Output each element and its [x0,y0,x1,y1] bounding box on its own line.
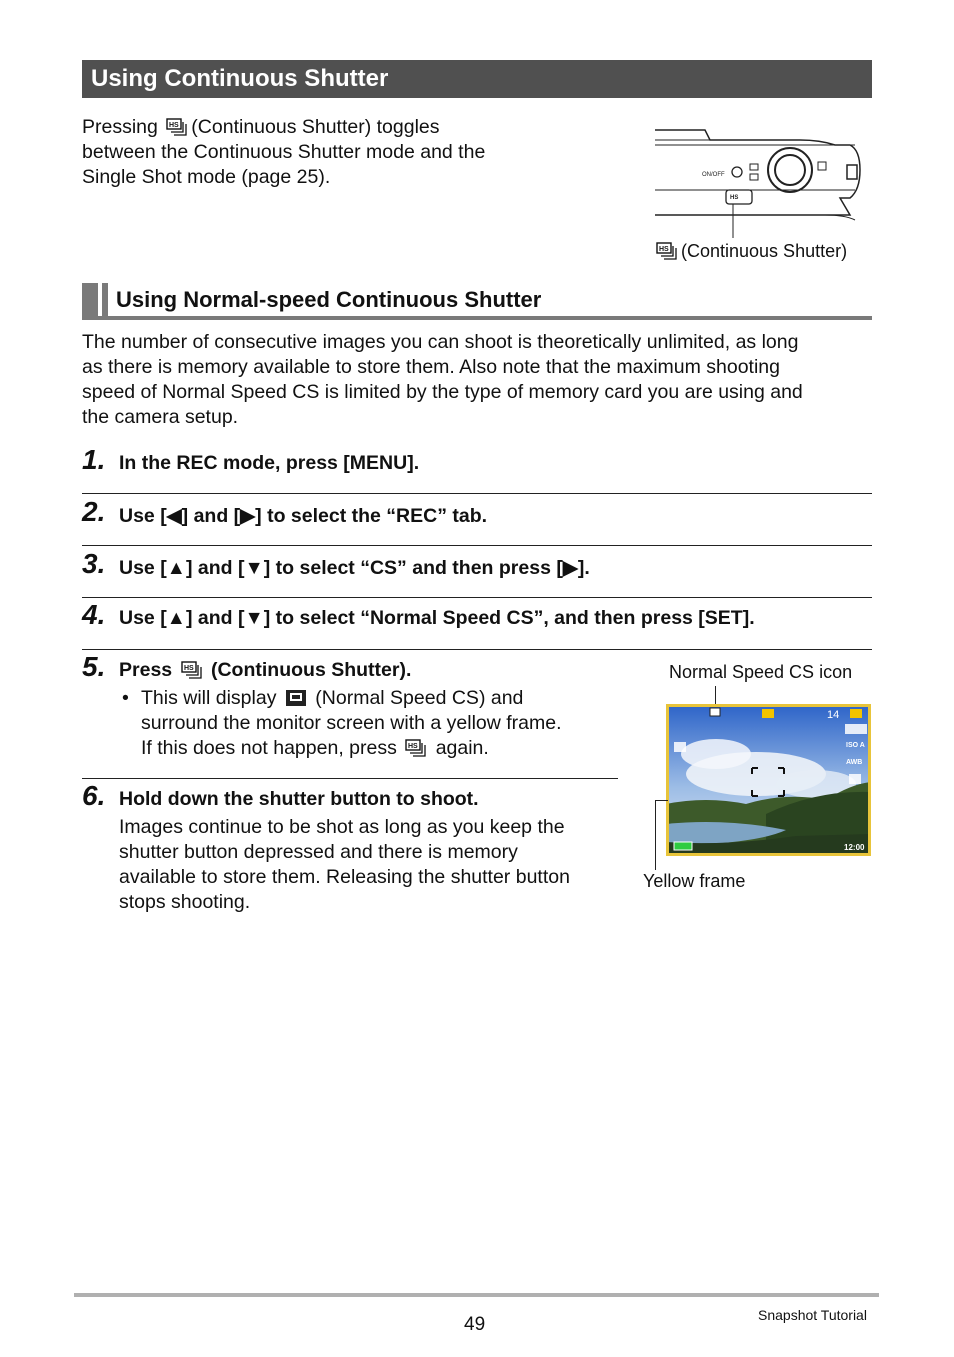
divider [82,493,872,494]
step-number: 5. [82,651,106,682]
resolution-icon [850,709,862,718]
section-title: Using Continuous Shutter [91,65,389,92]
step-6-body [119,815,619,915]
camera-caption [656,241,847,262]
body-line: speed of Normal Speed CS is limited by the type of memory card you are using and [82,381,803,403]
flash-icon [849,774,861,784]
body-line: stops shooting. [119,891,251,913]
note-text: If this does not happen, press [141,737,397,759]
quality-icon [845,724,867,734]
step-text: Use [▲] and [▼] to select “Normal Speed CS”, and then press [SET]. [119,607,755,629]
svg-text:HS: HS [169,122,180,129]
intro-text: Pressing [82,116,158,138]
hs-button-label: HS [730,195,739,201]
step-text: Use [▲] and [▼] to select “CS” and then press [▶]. [119,557,590,579]
clock: 12:00 [844,843,865,852]
page-number: 49 [464,1314,486,1335]
note-text: This will display [141,687,277,709]
step-text [119,659,411,682]
step-5-note [120,686,620,761]
step-number: 3. [82,548,106,579]
note-text: again. [435,737,489,759]
camera-top-illustration [650,120,865,240]
yellow-frame-label: Yellow frame [643,871,746,891]
body-line: available to store them. Releasing the shutter button [119,866,570,888]
normal-speed-cs-label: Normal Speed CS icon [669,662,853,682]
divider [82,597,872,598]
awb-indicator: AWB [846,759,863,766]
shot-count: 14 [827,709,840,721]
divider [82,649,872,650]
battery-icon [674,842,692,850]
divider [82,778,618,779]
intro-text: between the Continuous Shutter mode and the [82,141,486,163]
step-text: In the REC mode, press [MENU]. [119,452,420,474]
intro-paragraph [82,115,542,190]
subsection-title: Using Normal-speed Continuous Shutter [116,287,542,312]
stabilizer-icon [674,742,686,752]
note-text: surround the monitor screen with a yellow frame. [141,712,562,734]
note-text: (Normal Speed CS) and [315,687,524,709]
step-text-part: (Continuous Shutter). [210,659,412,681]
camera-caption-text: (Continuous Shutter) [681,241,848,261]
step-text: Use [◀] and [▶] to select the “REC” tab. [119,505,488,527]
step-text-part: Press [119,659,173,681]
body-paragraph [82,330,872,430]
step-number: 4. [82,599,106,630]
body-line: Images continue to be shot as long as you keep the [119,816,565,838]
step-number: 2. [82,496,106,527]
header-accent [82,283,98,319]
step-number: 1. [82,444,106,475]
continuous-shutter-icon [656,242,678,260]
subsection-header [82,283,872,321]
leader-line [655,800,656,870]
svg-text:HS: HS [183,665,194,672]
footer-section-label: Snapshot Tutorial [758,1307,867,1323]
intro-text: Single Shot mode (page 25). [82,166,331,188]
iso-indicator: ISO A [846,742,865,749]
divider [82,545,872,546]
body-line: shutter button depressed and there is memory [119,841,518,863]
onoff-label: ON/OFF [702,172,725,178]
intro-text: (Continuous Shutter) toggles [191,116,440,138]
camera-screen-illustration [666,704,871,856]
header-underline [82,316,872,320]
continuous-shutter-icon [405,739,427,757]
camera-mode-icon [762,709,774,718]
continuous-shutter-icon [181,661,203,679]
step-text: Hold down the shutter button to shoot. [119,788,479,810]
normal-speed-cs-icon [710,708,720,716]
section-header-bar [82,60,872,98]
svg-text:HS: HS [659,246,669,253]
body-line: as there is memory available to store them. Also note that the maximum shooting [82,356,781,378]
body-line: the camera setup. [82,406,239,428]
svg-text:HS: HS [408,743,418,750]
normal-speed-cs-icon [285,689,307,707]
continuous-shutter-icon [166,118,188,136]
header-accent [102,283,108,319]
step-number: 6. [82,780,106,811]
body-line: The number of consecutive images you can shoot is theoretically unlimited, as long [82,331,799,353]
bullet: • [122,687,129,709]
footer-rule [74,1293,879,1297]
leader-line [655,800,668,801]
